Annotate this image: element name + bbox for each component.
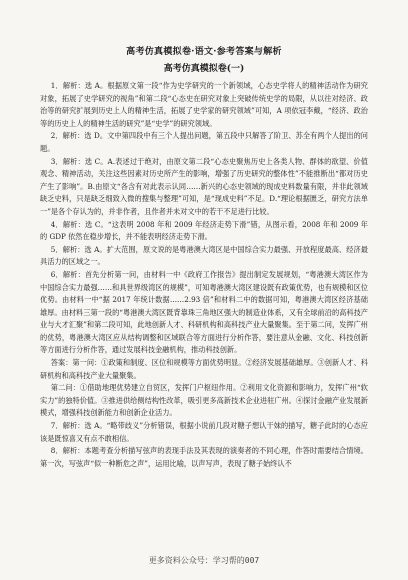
answer-paragraph: 第二问：①借助地理优势建立自贸区，发挥门户枢纽作用。②利用文化资源和影响力，发挥广州“软实力”的独特价值。③推进供给侧结构性改革，吸引更多高新技术企业进驻广州。④探讨金融产业发展新模式，增强科技创新能力和创新企业活力。 [40,383,368,418]
answer-paragraph: 1．解析：选 A。根据原文第一段“作为史学研究的一个新领域，心态史学将人的精神活动作为研究对象，拓展了史学研究的视角”和第二段“心态史在研究对象上突破传统史学的局限，从以往对经济、政治等的研究扩展到历史上人的精神生活，拓展了史学家的研究领域”可知，A 项依冠李戴，“经济、政治等的历史上人的精神生活的研究”是“史学”的研究领域。 [40,81,368,128]
answer-paragraph: 7．解析：选 A。“略带歧义”分析错误，根据小说前几段对糖子想认干妹的描写，糖子此时的心态应该是既惊喜又有点不敢相信。 [40,421,368,443]
answer-paragraph: 答案：第一问：①政策和制度、区位和规模等方面优势明显。②经济发展基础雄厚。③创新人才、科研机构和高科技产业大量聚集。 [40,358,368,380]
answer-paragraph: 3．解析：选 C。A.表述过于绝对，由原文第二段“心态史聚焦历史上各类人物、群体的欲望、价值观念、精神活动，关注这些因素对历史所产生的影响，增强了历史研究的整体性”不能推断出“都对历史产生了影响”。B.由原文“各含有对此表示认同……新兴的心态史领域的现成史料数量有限，并非此领域缺乏史料，只是缺乏细致入微的搜集与整理”可知，是“现成史料”不足。D.“理论根据匮乏，研究方法单一”是各个存认为的，并非作者，且作者并未对文中的若干不足进行比较。 [40,156,368,216]
answer-paragraph: 4．解析：选 C。“这表明 2008 年和 2009 年经济走势下滑”错，从图示看，2008 年和 2009 年的 GDP 依然在稳步增长，并不能表明经济走势下滑。 [40,219,368,242]
answer-paragraph: 2．解析：选 D。文中第四段中有三个人提出问题，第五段中只解答了阶卫、苏全有两个人提出的问题。 [40,131,368,153]
footer-watermark: 更多资料公众号：学习帮的007 [148,556,260,565]
document-subtitle: 高考仿真模拟卷(一) [163,64,245,74]
answer-paragraph: 8．解析：本题考查分析描写弦声的表现手法及其表现的演奏者的不同心理，作答时需要结合情境。第一次，写弦声“似一种断危之声”，运用比喻，以声写声，表现了糖子始终认不 [40,446,368,468]
answer-paragraph: 5．解析：选 A。扩大范围，原文说的是粤港澳大湾区是中国综合实力最强、开放程度最高、经济最具活力的区域之一。 [40,244,368,267]
answer-paragraph: 6．解析：首先分析第一问，由材料一中《政府工作报告》提出制定发展规划，“粤港澳大湾区作为中国综合实力最强……和具世界级湾区的规模”，可知粤港澳大湾区建设既有政策优势，也有规模和区位优势。由材料一中“据 2017 年统计数据……2.93 倍”和材料二中的数据可知，粤港澳大湾区经济基础雄厚。由材料三第一段的“粤港澳大湾区既背靠珠三角地区强大的制造业体系，又有全球前沿的高科技产业与大才汇聚”和第二段可知，此地创新人才、科研机构和高科技产业大量聚集。至于第二问，发挥广州的优势，粤港澳大湾区应从结构调整和区域联合等方面进行分析作答，要注意从金融、文化、科技创新等方面进行分析作答，通过发展科技金融机构，推动科技创新。 [40,269,368,355]
document-title: 高考仿真模拟卷·语文·参考答案与解析 [126,47,282,57]
